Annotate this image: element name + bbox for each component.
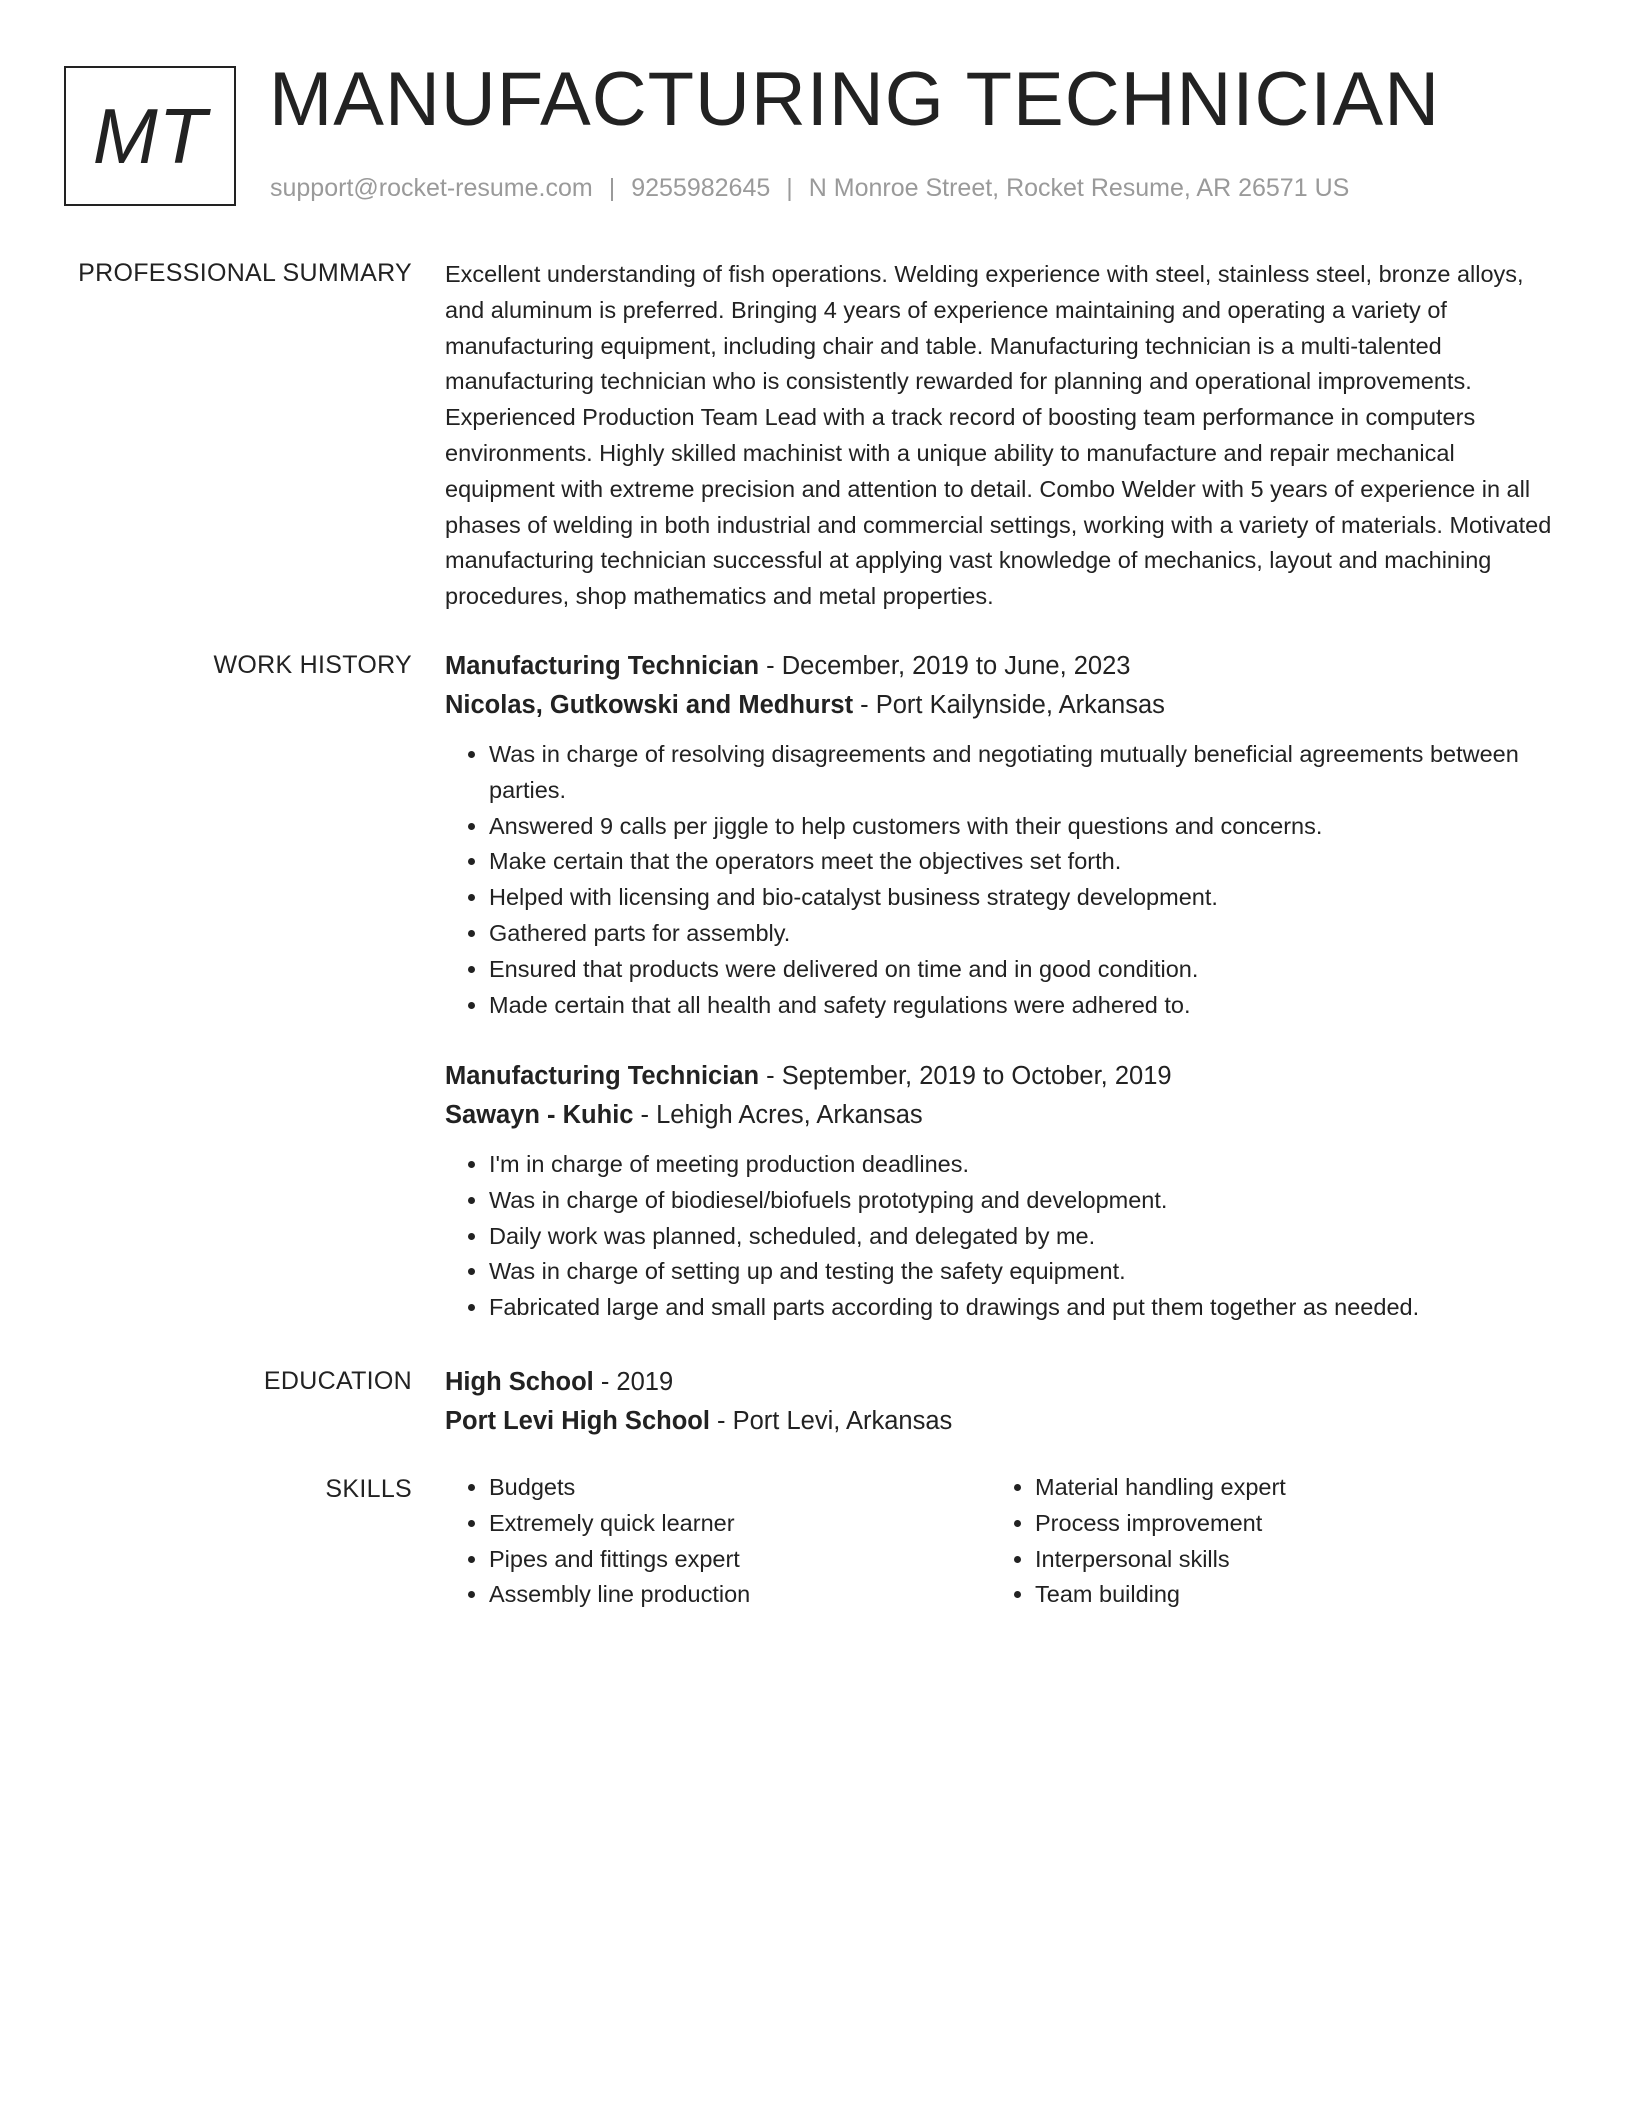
education-school-line <box>445 1402 1565 1441</box>
job-title: Manufacturing Technician <box>445 652 760 680</box>
job-bullet: • I'm in charge of meeting production deadlines. <box>489 1147 1565 1183</box>
resume-title: MANUFACTURING TECHNICIAN <box>269 57 1441 142</box>
job-title-line <box>445 647 1565 686</box>
education-entry <box>445 1363 1565 1441</box>
skill-item: • Extremely quick learner <box>489 1506 991 1542</box>
job-dates: - September, 2019 to October, 2019 <box>759 1062 1172 1090</box>
job-bullet: • Gathered parts for assembly. <box>489 916 1565 952</box>
contact-separator: | <box>608 174 616 202</box>
job-bullet: • Made certain that all health and safety regulations were adhered to. <box>489 988 1565 1024</box>
section-label-skills: SKILLS <box>325 1475 412 1503</box>
contact-email: support@rocket-resume.com <box>270 174 593 202</box>
contact-separator: | <box>786 174 793 202</box>
skill-item: • Assembly line production <box>489 1577 991 1613</box>
job-bullet: • Daily work was planned, scheduled, and delegated by me. <box>489 1219 1565 1255</box>
skill-item: • Material handling expert <box>1035 1470 1537 1506</box>
section-label-summary: PROFESSIONAL SUMMARY <box>78 259 412 287</box>
education-location: - Port Levi, Arkansas <box>709 1407 953 1435</box>
monogram-box <box>64 66 236 206</box>
job-location: - Port Kailynside, Arkansas <box>853 691 1165 719</box>
contact-phone: 9255982645 <box>631 174 771 202</box>
job-entry <box>445 647 1565 1023</box>
job-bullet: • Helped with licensing and bio-catalyst business strategy development. <box>489 880 1565 916</box>
job-bullet: • Was in charge of setting up and testing the safety equipment. <box>489 1254 1565 1290</box>
skills-column-left <box>445 1470 991 1613</box>
skill-item: • Budgets <box>489 1470 991 1506</box>
job-bullet: • Was in charge of resolving disagreements and negotiating mutually beneficial agreements between parties. <box>489 737 1565 809</box>
skill-item: • Pipes and fittings expert <box>489 1542 991 1578</box>
job-title-line <box>445 1057 1565 1096</box>
job-title: Manufacturing Technician <box>445 1062 760 1090</box>
skill-item: • Process improvement <box>1035 1506 1537 1542</box>
skill-item: • Team building <box>1035 1577 1537 1613</box>
section-label-education: EDUCATION <box>263 1367 412 1395</box>
job-bullet: • Ensured that products were delivered on time and in good condition. <box>489 952 1565 988</box>
job-location: - Lehigh Acres, Arkansas <box>633 1101 923 1129</box>
skill-item: • Interpersonal skills <box>1035 1542 1537 1578</box>
contact-address: N Monroe Street, Rocket Resume, AR 26571 US <box>808 174 1350 202</box>
job-bullets <box>445 1147 1565 1326</box>
contact-line <box>270 174 1349 203</box>
job-dates: - December, 2019 to June, 2023 <box>759 652 1131 680</box>
education-degree-line <box>445 1363 1565 1402</box>
monogram-initials: MT <box>92 91 208 180</box>
job-company-line <box>445 1096 1565 1135</box>
job-bullet: • Answered 9 calls per jiggle to help customers with their questions and concerns. <box>489 809 1565 845</box>
job-company: Nicolas, Gutkowski and Medhurst <box>445 691 854 719</box>
summary-section <box>445 257 1565 615</box>
education-degree: High School <box>445 1368 594 1396</box>
job-entry <box>445 1057 1565 1326</box>
skills-list <box>445 1470 1565 1613</box>
job-bullet: • Was in charge of biodiesel/biofuels prototyping and development. <box>489 1183 1565 1219</box>
job-bullets <box>445 737 1565 1023</box>
job-bullet: • Fabricated large and small parts according to drawings and put them together as needed. <box>489 1290 1565 1326</box>
education-school: Port Levi High School <box>445 1407 710 1435</box>
section-label-work-history: WORK HISTORY <box>213 651 412 679</box>
job-company-line <box>445 686 1565 725</box>
summary-text: Excellent understanding of fish operations. Welding experience with steel, stainless steel, bronze alloys, and aluminum is preferred. Bringing 4 years of experience maintaining and operating a variety of manufacturing equipment, including chair and table. Manufacturing technician is a multi-talented manufacturing technician who is consistently rewarded for planning and operational improvements. Experienced Production Team Lead with a track record of boosting team performance in computers environments. Highly skilled machinist with a unique ability to manufacture and repair mechanical equipment with extreme precision and attention to detail. Combo Welder with 5 years of experience in all phases of welding in both industrial and commercial settings, working with a variety of materials. Motivated manufacturing technician successful at applying vast knowledge of mechanics, layout and machining procedures, shop mathematics and metal properties. <box>445 261 1552 610</box>
education-year: - 2019 <box>593 1368 674 1396</box>
job-company: Sawayn - Kuhic <box>445 1101 634 1129</box>
job-bullet: • Make certain that the operators meet the objectives set forth. <box>489 844 1565 880</box>
skills-column-right <box>991 1470 1537 1613</box>
